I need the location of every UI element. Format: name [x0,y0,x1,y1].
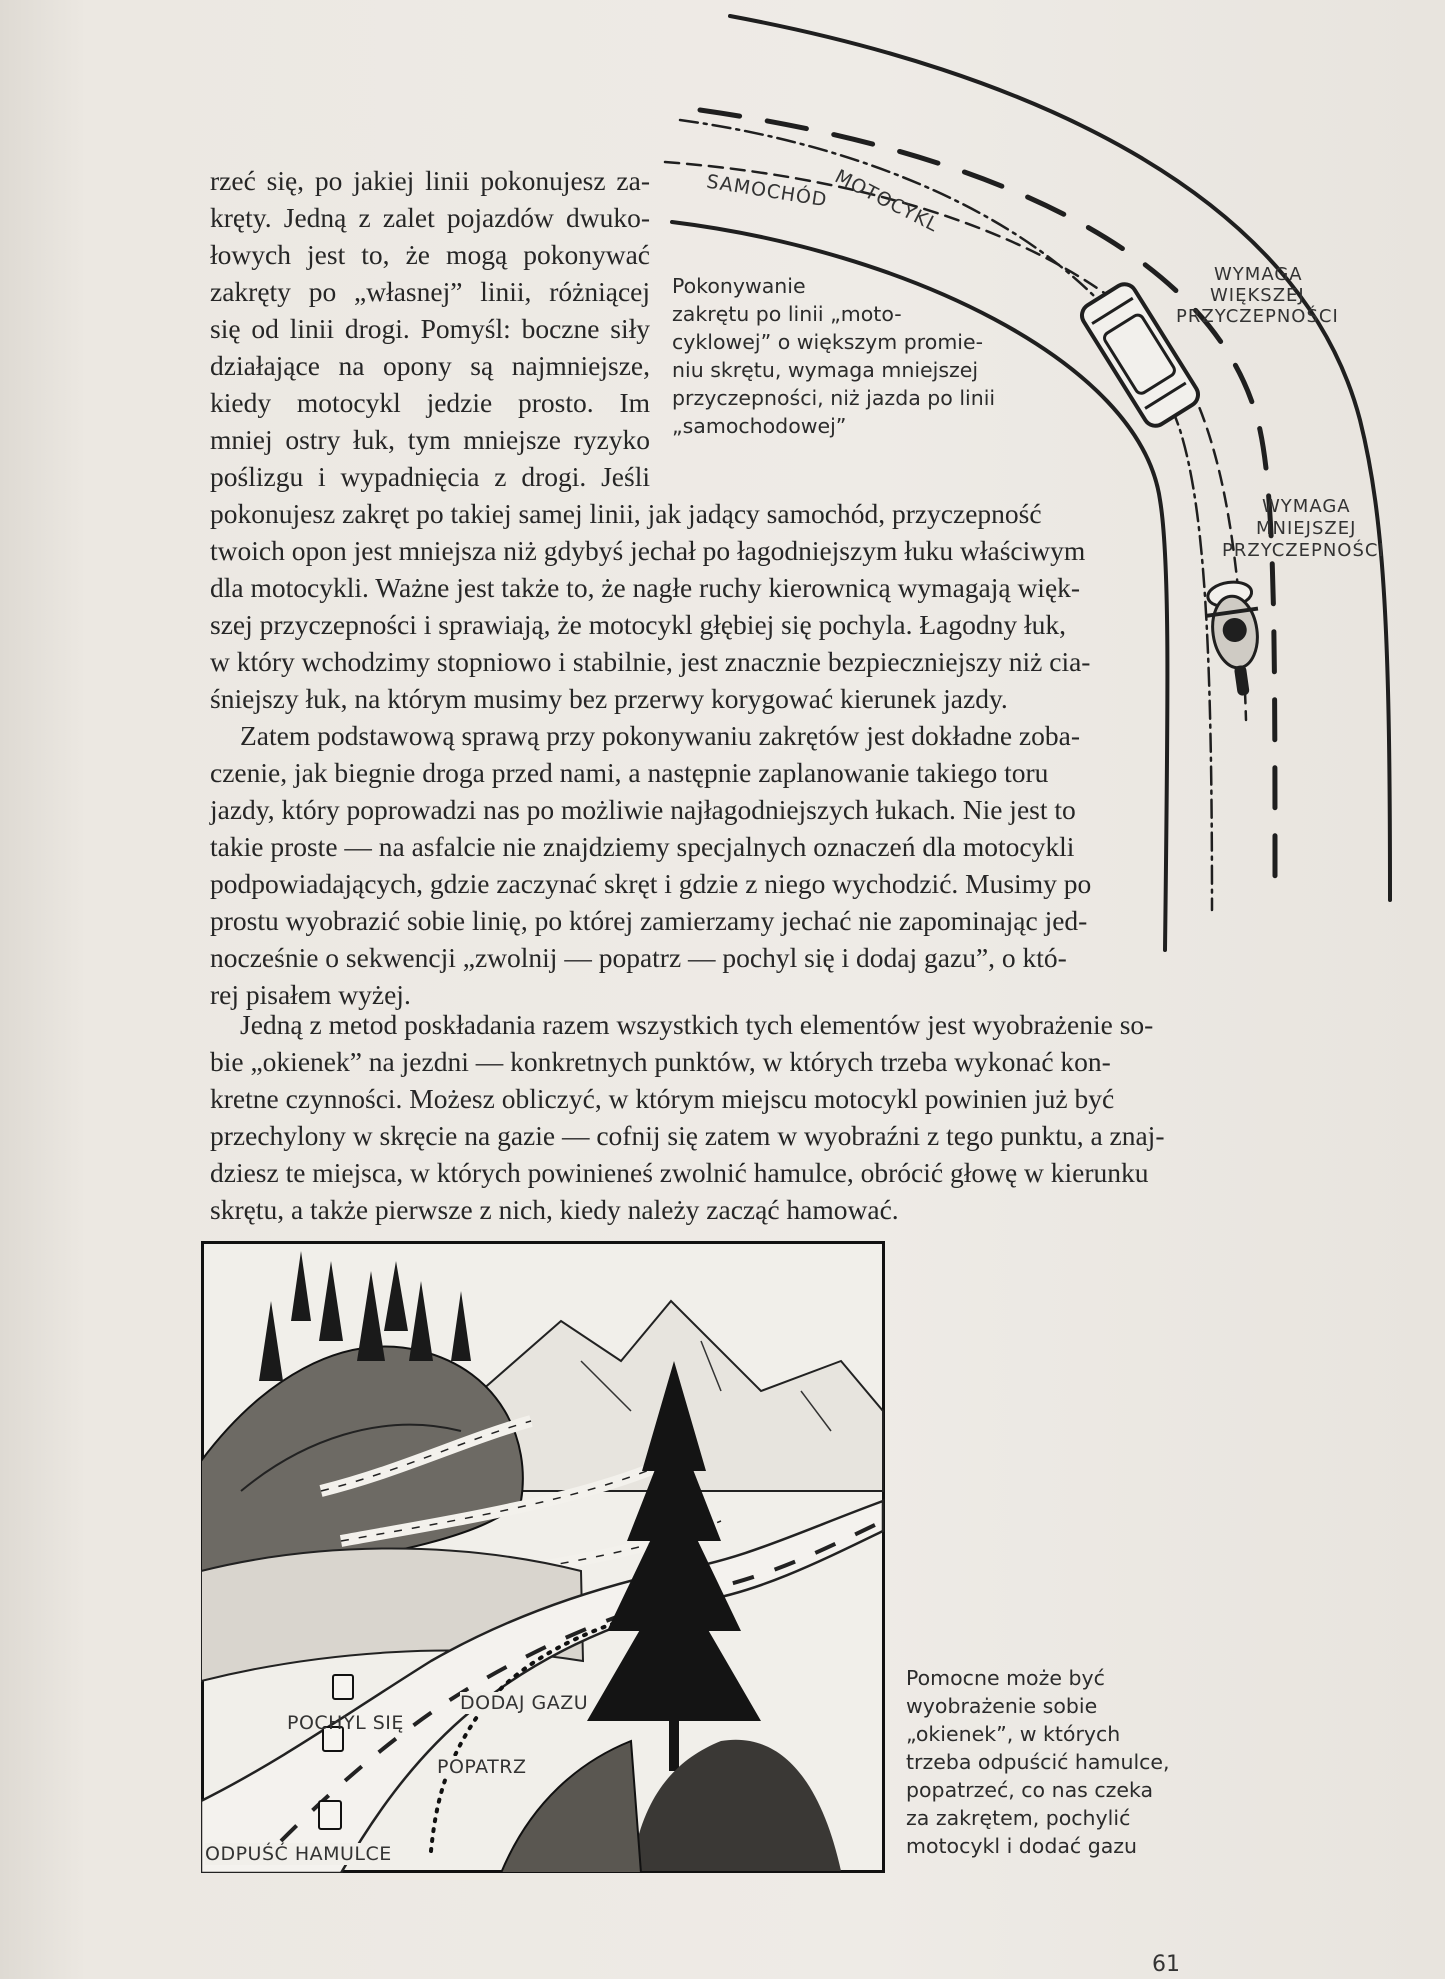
motorcycle-icon [1202,579,1269,699]
text-line: czenie, jak biegnie droga przed nami, a następnie zaplanowanie takiego toru [210,757,1049,788]
caption-line: cyklowej” o większym promie- [672,330,983,354]
text-line: kiedy motocykl jedzie prosto. Im [210,387,650,418]
label-lean: POCHYL SIĘ [287,1712,404,1734]
text-line: twoich opon jest mniejsza niż gdybyś jechał po łagodniejszym łuku właściwym [210,535,1086,566]
paragraph-2 [210,717,1130,1013]
text-line: szej przyczepności i sprawiają, że motocykl głębiej się pochyla. Łagodny łuk, [210,609,1067,640]
text-line: prostu wyobrazić sobie linię, po której zamierzamy jechać nie zapominając jed- [210,905,1088,936]
label-requires-more-3: PRZYCZEPNOŚCI [1176,306,1339,327]
text-line: się od linii drogi. Pomyśl: boczne siły [210,313,650,344]
text-line: łowych jest to, że mogą pokonywać [210,239,650,270]
diagram-caption [672,272,1032,440]
caption-line: wyobrażenie sobie [906,1694,1098,1718]
caption-line: trzeba odpuścić hamulce, [906,1750,1170,1774]
text-line: rej pisałem wyżej. [210,979,411,1010]
text-line: rzeć się, po jakiej linii pokonujesz za- [210,165,650,196]
caption-line: za zakrętem, pochylić [906,1806,1131,1830]
car-icon [1077,280,1202,431]
caption-line: „okienek”, w których [906,1722,1121,1746]
label-requires-more-1: WYMAGA [1214,264,1303,285]
text-line: kretne czynności. Możesz obliczyć, w którym miejscu motocykl powinien już być [210,1083,1115,1114]
text-line: mniej ostry łuk, tym mniejsze ryzyko [210,424,650,455]
text-line: nocześnie o sekwencji „zwolnij — popatrz — pochyl się i dodaj gazu”, o któ- [210,942,1067,973]
text-line: śniejszy łuk, na którym musimy bez przerwy korygować kierunek jazdy. [210,683,1008,714]
caption-line: motocykl i dodać gazu [906,1834,1138,1858]
mountain-road-illustration [201,1241,885,1873]
text-line: przechylony w skręcie na gazie — cofnij się zatem w wyobraźni z tego punktu, a znaj- [210,1120,1165,1151]
text-line: jazdy, który poprowadzi nas po możliwie najłagodniejszych łukach. Nie jest to [210,794,1076,825]
text-line: bie „okienek” na jezdni — konkretnych punktów, w których trzeba wykonać kon- [210,1046,1111,1077]
paragraph-1-rest [210,495,1130,717]
label-release-brakes: ODPUŚĆ HAMULCE [205,1843,392,1865]
page-number: 61 [1152,1952,1180,1977]
caption-line: Pokonywanie [672,274,806,298]
label-motorcycle: MOTOCYKL [831,165,943,237]
label-look: POPATRZ [437,1756,527,1778]
caption-line: przyczepności, niż jazda po linii [672,386,996,410]
text-line: zakręty po „własnej” linii, różniącej [210,276,650,307]
text-line: kręty. Jedną z zalet pojazdów dwuko- [210,202,650,233]
text-line: działające na opony są najmniejsze, [210,350,650,381]
text-line: takie proste — na asfalcie nie znajdziemy specjalnych oznaczeń dla motocykli [210,831,1075,862]
text-line: dla motocykli. Ważne jest także to, że nagłe ruchy kierownicą wymagają więk- [210,572,1081,603]
text-line: Jedną z metod poskładania razem wszystkich tych elementów jest wyobrażenie so- [240,1009,1154,1040]
caption-line: „samochodowej” [672,414,847,438]
text-line: poślizgu i wypadnięcia z drogi. Jeśli [210,461,650,492]
text-line: podpowiadających, gdzie zaczynać skręt i gdzie z niego wychodzić. Musimy po [210,868,1092,899]
paragraph-3 [210,1006,1210,1228]
text-line: skrętu, a także pierwsze z nich, kiedy należy zacząć hamować. [210,1194,899,1225]
label-requires-less-2: MNIEJSZEJ [1256,518,1357,539]
caption-line: zakrętu po linii „moto- [672,302,902,326]
caption-line: Pomocne może być [906,1666,1105,1690]
paragraph-1-column [210,162,650,495]
label-requires-less-3: PRZYCZEPNOŚCI [1222,540,1385,561]
illustration-caption [906,1664,1206,1860]
label-requires-less-1: WYMAGA [1262,496,1351,517]
label-add-gas: DODAJ GAZU [460,1692,589,1714]
label-car: SAMOCHÓD [705,170,829,212]
text-line: dziesz te miejsca, w których powinieneś zwolnić hamulce, obrócić głowę w kierunku [210,1157,1149,1188]
text-line: pokonujesz zakręt po takiej samej linii, jak jadący samochód, przyczepność [210,498,1042,529]
text-line: Zatem podstawową sprawą przy pokonywaniu zakrętów jest dokładne zoba- [240,720,1080,751]
text-line: w który wchodzimy stopniowo i stabilnie, jest znacznie bezpieczniejszy niż cia- [210,646,1091,677]
caption-line: niu skrętu, wymaga mniejszej [672,358,979,382]
caption-line: popatrzeć, co nas czeka [906,1778,1154,1802]
label-requires-more-2: WIĘKSZEJ [1210,285,1305,306]
